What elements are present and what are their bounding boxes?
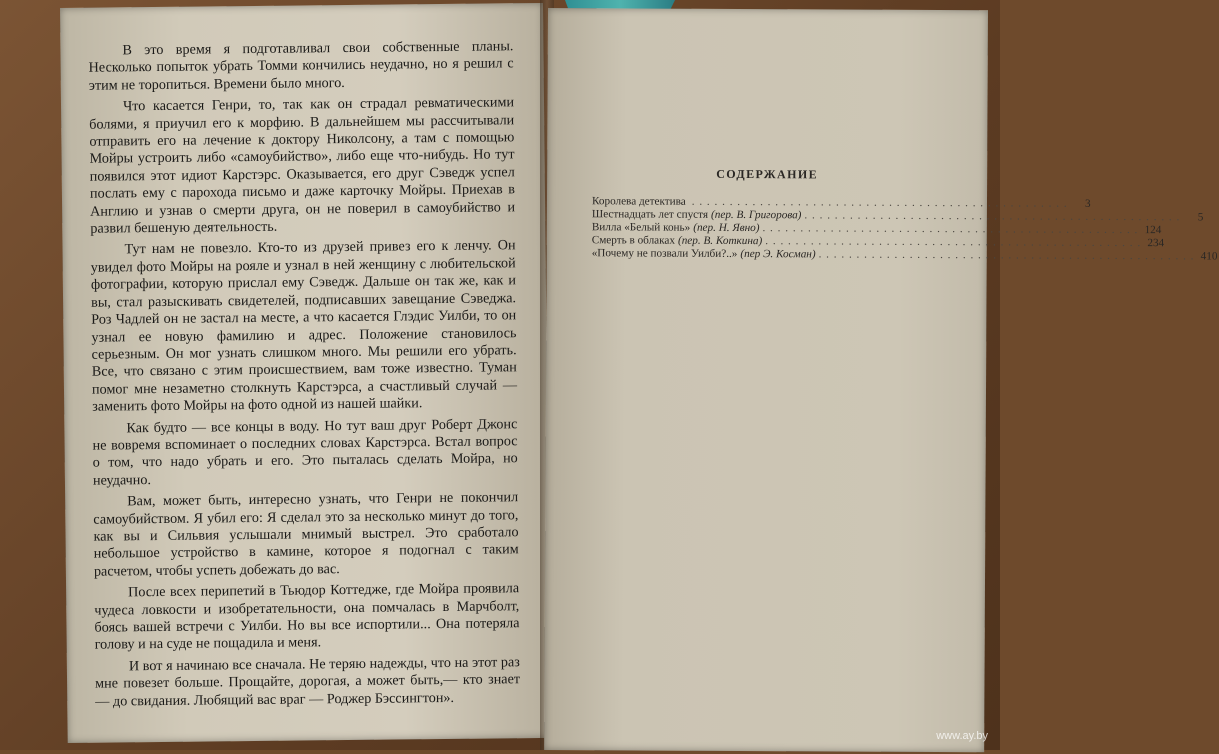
toc-leader-dots: . . . . . . . . . . . . . . . . . . . . . . . . . . . . . . . . . . . . . . . . . . . . . . . . . . bbox=[762, 222, 1139, 237]
toc-entry-page: 3 bbox=[1085, 197, 1091, 210]
toc-heading: СОДЕРЖАНИЕ bbox=[716, 166, 819, 182]
toc-entry-page: 5 bbox=[1197, 211, 1204, 224]
paragraph: Вам, может быть, интересно узнать, что Генри не покончил самоубийством. Я убил его: Я сделал это за несколько минут до того, как вы и Сильвия услышали мнимый выстрел. Это сработало небольшое устройство в камине, которое я подогнал с таким расчетом, чтобы успеть добежать до вас. bbox=[93, 489, 519, 580]
toc-entry-page: 234 bbox=[1147, 237, 1165, 250]
toc-leader-dots: . . . . . . . . . . . . . . . . . . . . . . . . . . . . . . . . . . . . . . . . . . . . . . . . . . bbox=[804, 209, 1181, 224]
table-of-contents bbox=[591, 195, 1218, 263]
paragraph: И вот я начинаю все сначала. Не теряю надежды, что на этот раз мне повезет больше. Прощайте, дорогая, а может быть,— кто знает — до свидания. Любящий вас враг — Роджер Бэссингтон». bbox=[94, 654, 521, 710]
left-page bbox=[60, 3, 551, 743]
toc-entry-page: 410 bbox=[1200, 250, 1218, 263]
toc-leader-dots: . . . . . . . . . . . . . . . . . . . . . . . . . . . . . . . . . . . . . . . . . . . . . . . . . . bbox=[691, 195, 1068, 210]
paragraph: Как будто — все концы в воду. Но тут ваш друг Роберт Джонс не вовремя вспоминает о последних словах Карстэрса. Встал вопрос о том, что надо убрать и его. Это пыталась сделать Мойра, но неудачно. bbox=[92, 415, 518, 489]
right-page bbox=[544, 8, 1218, 752]
toc-leader-dots: . . . . . . . . . . . . . . . . . . . . . . . . . . . . . . . . . . . . . . . . . . . . . . . . . . bbox=[818, 248, 1195, 263]
toc-entry-translator: (пер Э. Косман) bbox=[740, 248, 816, 261]
toc-entry-translator: (пер. В. Григорова) bbox=[711, 208, 802, 222]
toc-entry-title: Вилла «Белый конь» bbox=[591, 221, 691, 234]
toc-entry-title: Смерть в облаках bbox=[591, 234, 676, 247]
watermark: www.ay.by bbox=[936, 730, 988, 742]
left-page-text bbox=[88, 38, 520, 710]
toc-entry bbox=[591, 247, 1218, 263]
toc-entry-translator: (пер. В. Коткина) bbox=[677, 234, 763, 248]
toc-entry-title: «Почему не позвали Уилби?..» bbox=[591, 247, 738, 260]
paragraph: Тут нам не повезло. Кто-то из друзей привез его к ленчу. Он увидел фото Мойры на рояле и узнал в ней женщину с любительской фотографии, которую прислал ему Сэведж. Дальше он так же, как и вы, стал разыскивать свидетелей, подписавших завещание Сэведжа. Роз Чадлей он не застал на месте, а что касается Глэдис Уилби, то он узнал ее новую фамилию и адрес. Положение становилось серьезным. Он мог узнать слишком много. Мы решили его убрать. Все, что связано с этим происшествием, вам тоже известно. Туман помог мне незаметно столкнуть Карстэрса, а счастливый случай — заменить фото Мойры на фото одной из нашей шайки. bbox=[90, 237, 518, 415]
paragraph: Что касается Генри, то, так как он страдал ревматическими болями, я приучил его к морфию. В дальнейшем мы рассчитывали отправить его на лечение к доктору Николсону, а там с помощью Мойры устроить либо «самоубийство», либо еще что-нибудь. Но тут появился этот идиот Карстэрс. Оказывается, его друг Сэведж успел послать ему с парохода письмо и даже карточку Мойры. Приехав в Англию и узнав о смерти друга, он не поверил в самоубийство и развил бешеную деятельность. bbox=[89, 94, 516, 237]
toc-leader-dots: . . . . . . . . . . . . . . . . . . . . . . . . . . . . . . . . . . . . . . . . . . . . . . . . . . bbox=[765, 235, 1142, 250]
toc-entry-translator: (пер. Н. Явно) bbox=[693, 221, 760, 235]
paragraph: В это время я подготавливал свои собственные планы. Несколько попыток убрать Томми кончились неудачно, но я решил с этим не торопиться. Времени было много. bbox=[88, 38, 514, 94]
paragraph: После всех перипетий в Тьюдор Коттедже, где Мойра проявила чудеса ловкости и изобретательности, она помчалась в Марчболт, боясь вашей встречи с Уилби. Но вы все испортили... Она потеряла голову и на суде не пощадила и меня. bbox=[94, 580, 520, 654]
toc-entry-title: Королева детектива bbox=[591, 195, 686, 208]
toc-entry-page: 124 bbox=[1144, 224, 1162, 237]
toc-entry-title: Шестнадцать лет спустя bbox=[591, 208, 709, 221]
